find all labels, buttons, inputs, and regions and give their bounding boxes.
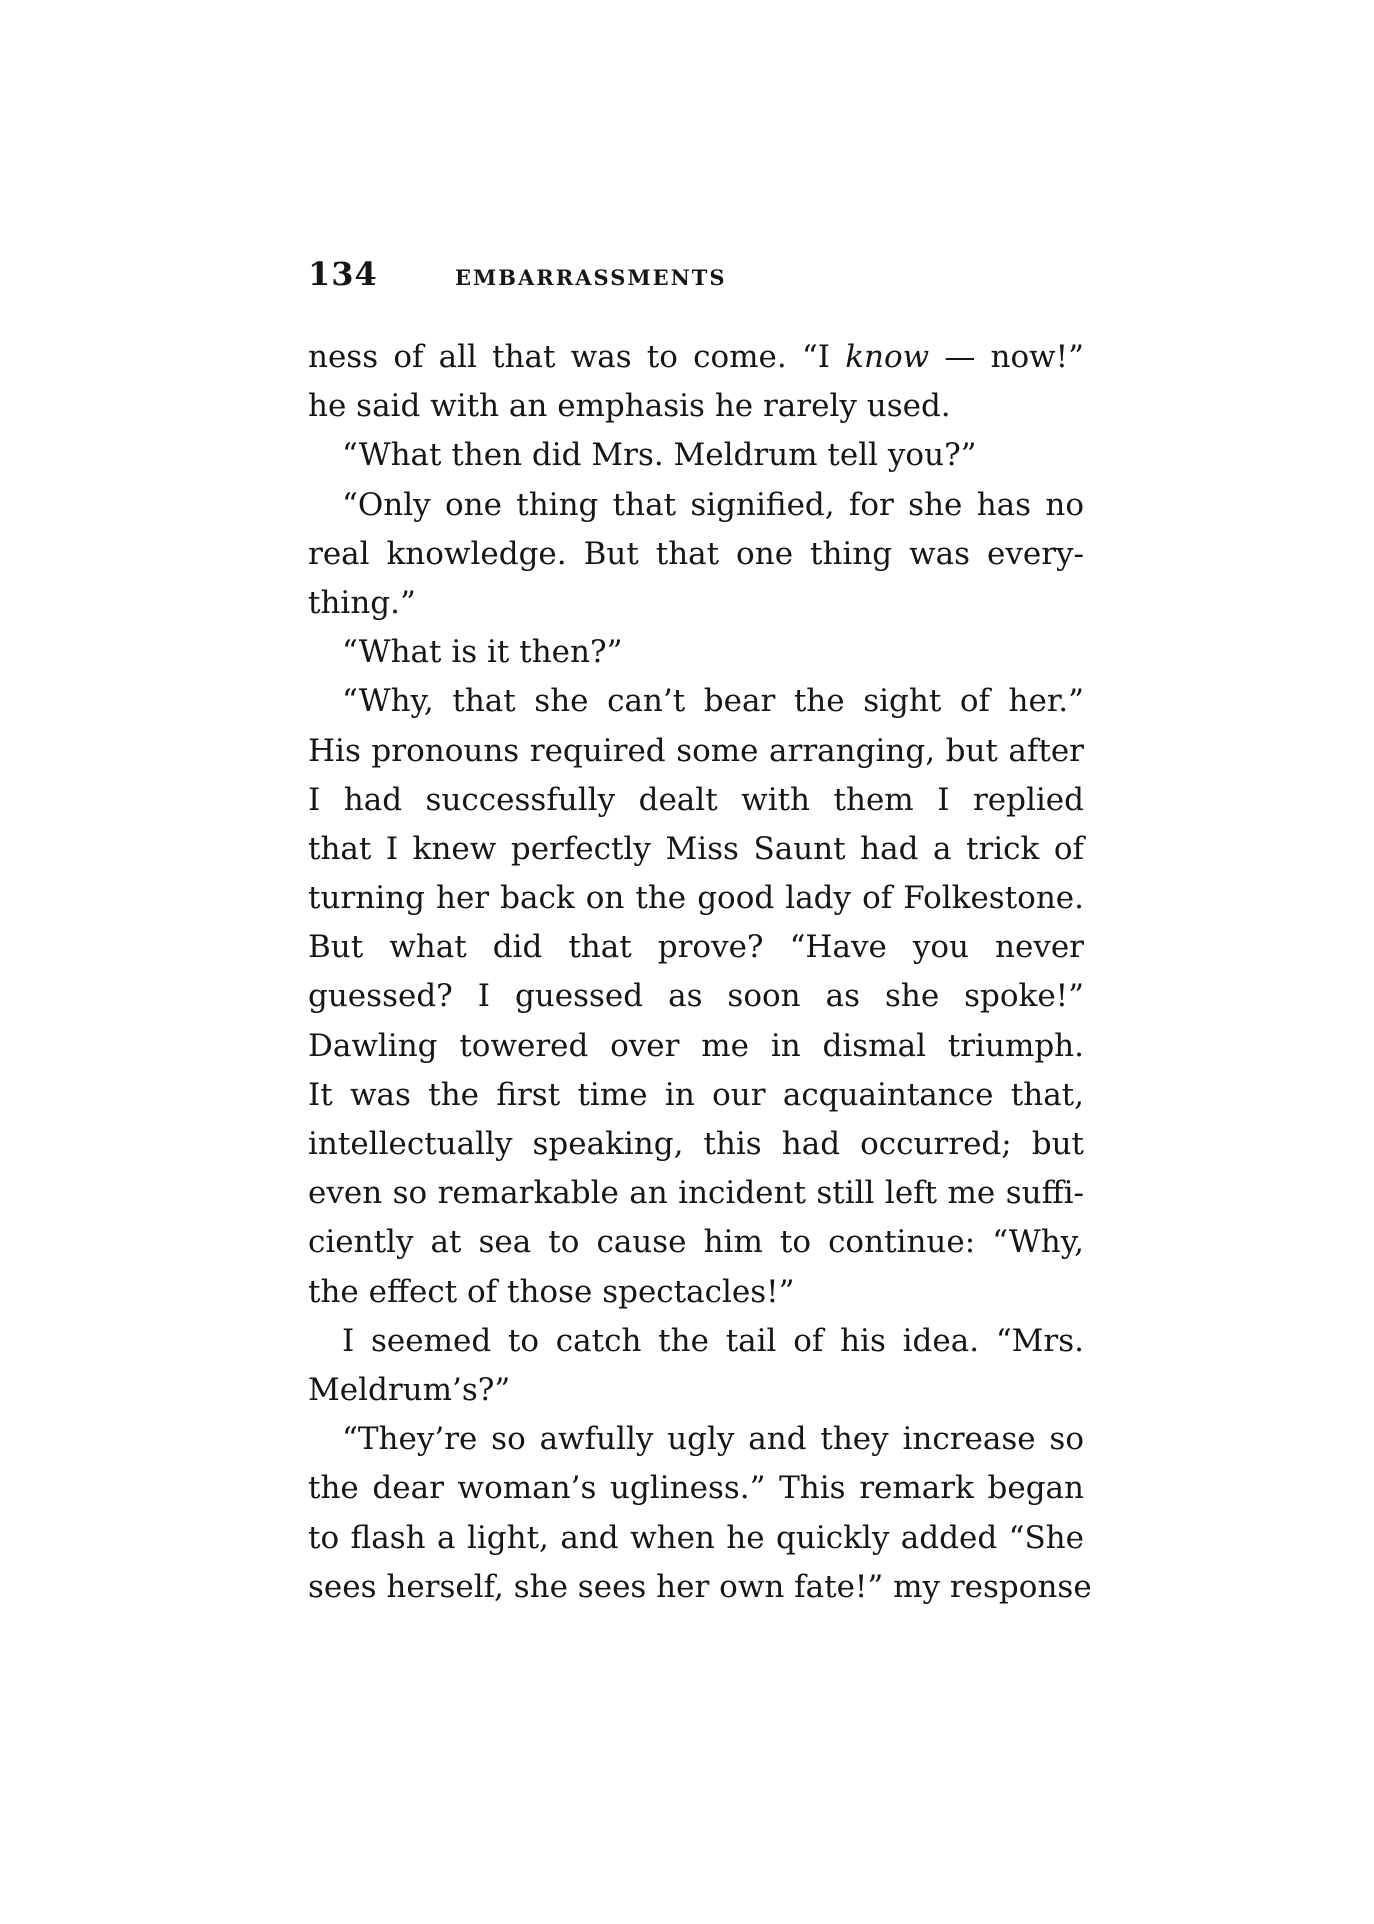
text-line: It was the first time in our acquaintance that, [308, 1076, 1084, 1113]
text-line: guessed? I guessed as soon as she spoke!” [308, 978, 1084, 1015]
text-line: even so remarkable an incident still left me suffi- [308, 1175, 1084, 1212]
text-line: real knowledge. But that one thing was every- [308, 535, 1084, 572]
emphasis-word: know [845, 339, 930, 375]
text-line: “What is it then?” [342, 634, 623, 671]
text-line: Dawling towered over me in dismal triumph. [308, 1027, 1084, 1064]
text-line: “They’re so awfully ugly and they increase so [342, 1421, 1084, 1458]
text-line: the effect of those spectacles!” [308, 1273, 795, 1310]
body-text [308, 333, 1092, 1612]
text-line: I had successfully dealt with them I replied [308, 781, 1084, 818]
text-line: the dear woman’s ugliness.” This remark began [308, 1470, 1084, 1507]
text-line: that I knew perfectly Miss Saunt had a trick of [308, 830, 1084, 867]
text-line: But what did that prove? “Have you never [308, 929, 1084, 966]
text-line: ciently at sea to cause him to continue: “Why, [308, 1224, 1084, 1261]
page-number: 134 [308, 255, 378, 293]
text-line: ness of all that was to come. “I know — now!” [308, 339, 1084, 375]
text-line: sees herself, she sees her own fate!” my response [308, 1568, 1092, 1605]
text-line: “Only one thing that signified, for she has no [342, 486, 1084, 523]
running-head: EMBARRASSMENTS [455, 265, 727, 290]
text-line: intellectually speaking, this had occurred; but [308, 1126, 1084, 1162]
text-line: “What then did Mrs. Meldrum tell you?” [342, 437, 977, 474]
text-line: turning her back on the good lady of Folkestone. [308, 880, 1084, 917]
page-header [308, 255, 1088, 305]
text-line: to flash a light, and when he quickly added “She [308, 1519, 1084, 1556]
text-line: I seemed to catch the tail of his idea. “Mrs. [342, 1322, 1084, 1359]
text-line: thing.” [308, 584, 416, 621]
text-line: His pronouns required some arranging, but after [308, 732, 1084, 769]
text-line: he said with an emphasis he rarely used. [308, 388, 951, 425]
text-line: Meldrum’s?” [308, 1371, 511, 1408]
text-line: “Why, that she can’t bear the sight of her.” [342, 683, 1084, 720]
